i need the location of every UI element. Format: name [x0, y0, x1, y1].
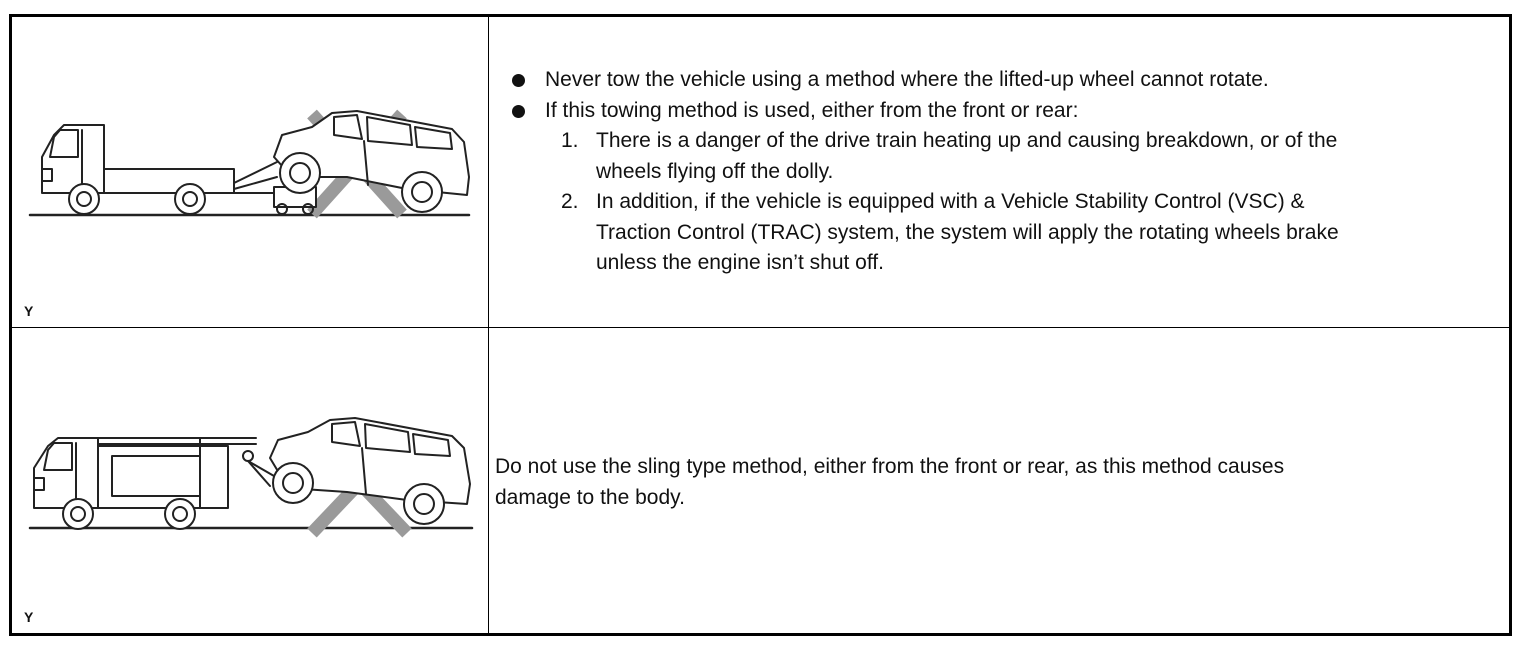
bullet-text: Never tow the vehicle using a method where the lifted-up wheel cannot rotate. [545, 68, 1269, 91]
text-line: Do not use the sling type method, either from the front or rear, as this method causes [495, 455, 1285, 478]
item-text-line: There is a danger of the drive train heating up and causing breakdown, or of the [596, 129, 1338, 152]
instruction-cell [489, 328, 1509, 633]
table-row [12, 17, 1509, 328]
sling-tow-illustration [12, 328, 488, 633]
item-number: 2. [561, 190, 579, 213]
numbered-item [509, 187, 1496, 279]
text-line: damage to the body. [495, 485, 685, 509]
flatbed-dolly-tow-illustration [12, 17, 488, 325]
figure-code-label: Y [24, 303, 34, 319]
illustration-cell [12, 17, 489, 327]
item-number: 1. [561, 129, 579, 152]
instruction-cell [489, 17, 1509, 327]
item-text-line: unless the engine isn’t shut off. [596, 251, 884, 274]
list-item [509, 96, 1496, 127]
numbered-item [509, 126, 1496, 187]
list-item [509, 65, 1496, 96]
bullet-icon [512, 74, 525, 87]
item-text-line: wheels flying off the dolly. [596, 159, 834, 183]
bullet-icon [512, 105, 525, 118]
illustration-cell [12, 328, 489, 633]
instruction-text [495, 452, 1455, 513]
item-text-line: Traction Control (TRAC) system, the system will apply the rotating wheels brake [596, 220, 1339, 244]
table-row [12, 328, 1509, 633]
figure-code-label: Y [24, 609, 34, 625]
towing-methods-table [9, 14, 1512, 636]
item-text-line: In addition, if the vehicle is equipped with a Vehicle Stability Control (VSC) & [596, 190, 1305, 213]
bullet-text: If this towing method is used, either from the front or rear: [545, 98, 1079, 122]
bullet-list [509, 65, 1496, 279]
